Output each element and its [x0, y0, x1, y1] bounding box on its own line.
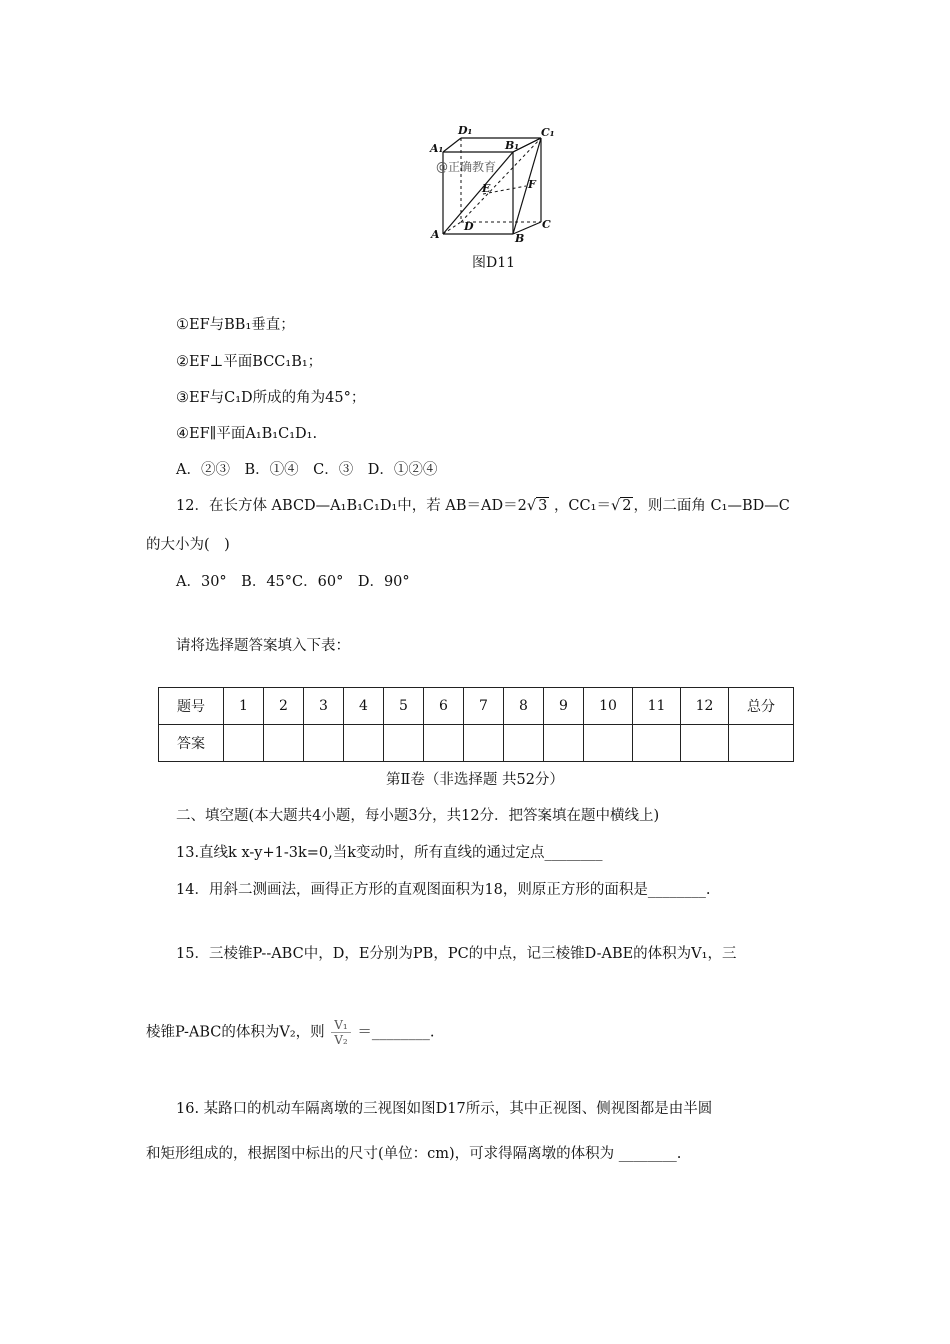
table-head-cell: 2 [264, 688, 304, 725]
answer-cell[interactable] [729, 725, 794, 762]
label-D: D [464, 220, 474, 233]
q11-option-3: ③EF与C₁D所成的角为45°； [176, 390, 366, 406]
table-head-cell: 6 [424, 688, 464, 725]
table-head-row [159, 688, 794, 725]
fraction-numerator: V₁ [331, 1018, 350, 1033]
q14: 14．用斜二测画法，画得正方形的直观图面积为18，则原正方形的面积是________. [176, 882, 711, 898]
q13: 13.直线k x-y+1-3k=0,当k变动时，所有直线的通过定点________ [176, 845, 603, 861]
q11-option-1: ①EF与BB₁垂直； [176, 317, 295, 333]
q15-text-a: 棱锥P-ABC的体积为V₂，则 [146, 1024, 325, 1041]
label-A: A [431, 228, 440, 241]
answer-cell[interactable] [224, 725, 264, 762]
table-head-cell: 4 [344, 688, 384, 725]
q11-option-2: ②EF⊥平面BCC₁B₁； [176, 354, 323, 370]
q11-choices: A．②③ B．①④ C．③ D．①②④ [176, 462, 438, 478]
table-row-label: 答案 [159, 725, 224, 762]
table-head-cell: 9 [544, 688, 584, 725]
fraction-denominator: V₂ [334, 1033, 348, 1047]
answer-cell[interactable] [633, 725, 681, 762]
label-D1: D₁ [458, 124, 473, 137]
answer-cell[interactable] [344, 725, 384, 762]
fraction-v1-v2 [331, 1018, 350, 1047]
answer-cell[interactable] [464, 725, 504, 762]
table-head-cell: 7 [464, 688, 504, 725]
q15-line2 [146, 1018, 434, 1047]
q15-line1: 15．三棱锥P--ABC中，D，E分别为PB，PC的中点，记三棱锥D-ABE的体积为V₁，三 [176, 946, 737, 962]
sqrt-2: √ 2 [610, 498, 632, 514]
q16-line2: 和矩形组成的，根据图中标出的尺寸(单位：cm)，可求得隔离墩的体积为 ________. [146, 1146, 682, 1162]
label-B1: B₁ [505, 139, 520, 152]
table-head-cell: 1 [224, 688, 264, 725]
answer-cell[interactable] [384, 725, 424, 762]
watermark: @正确教育 [436, 160, 497, 174]
answer-table [158, 687, 794, 762]
answer-cell[interactable] [264, 725, 304, 762]
q16-line1: 16. 某路口的机动车隔离墩的三视图如图D17所示，其中正视图、侧视图都是由半圆 [176, 1101, 713, 1117]
table-head-cell: 10 [584, 688, 633, 725]
answer-cell[interactable] [681, 725, 729, 762]
label-A1: A₁ [430, 142, 444, 155]
label-C1: C₁ [541, 126, 555, 139]
sqrt-3: √ 3 [526, 498, 548, 514]
q11-option-4: ④EF∥平面A₁B₁C₁D₁. [176, 426, 318, 442]
cube-figure [428, 124, 558, 246]
q12-line2: 的大小为( ) [146, 537, 230, 553]
section-2-title: 第Ⅱ卷（非选择题 共52分） [386, 772, 564, 788]
q15-text-b: ＝________. [357, 1024, 435, 1041]
label-B: B [515, 232, 525, 245]
q12-choices: A．30° B．45°C．60° D．90° [176, 574, 410, 590]
table-head-cell: 11 [633, 688, 681, 725]
label-F: F [528, 178, 536, 191]
table-head-cell: 总分 [729, 688, 794, 725]
label-E: E [482, 182, 491, 195]
q12-text-b: ，CC₁＝ [553, 498, 611, 514]
table-head-cell: 题号 [159, 688, 224, 725]
q12-line1 [176, 494, 790, 515]
label-C: C [542, 218, 551, 231]
section-2-intro: 二、填空题(本大题共4小题，每小题3分，共12分．把答案填在题中横线上) [176, 808, 660, 824]
answer-cell[interactable] [504, 725, 544, 762]
q12-text-a: 12．在长方体 ABCD—A₁B₁C₁D₁中，若 AB＝AD＝2 [176, 498, 527, 514]
answer-cell[interactable] [424, 725, 464, 762]
table-head-cell: 12 [681, 688, 729, 725]
figure-caption: 图D11 [472, 255, 516, 271]
q12-text-c: ，则二面角 C₁—BD—C [633, 498, 790, 514]
table-head-cell: 3 [304, 688, 344, 725]
answer-cell[interactable] [584, 725, 633, 762]
table-head-cell: 5 [384, 688, 424, 725]
table-head-cell: 8 [504, 688, 544, 725]
answer-prompt: 请将选择题答案填入下表： [176, 638, 350, 654]
table-answer-row [159, 725, 794, 762]
answer-cell[interactable] [544, 725, 584, 762]
answer-cell[interactable] [304, 725, 344, 762]
